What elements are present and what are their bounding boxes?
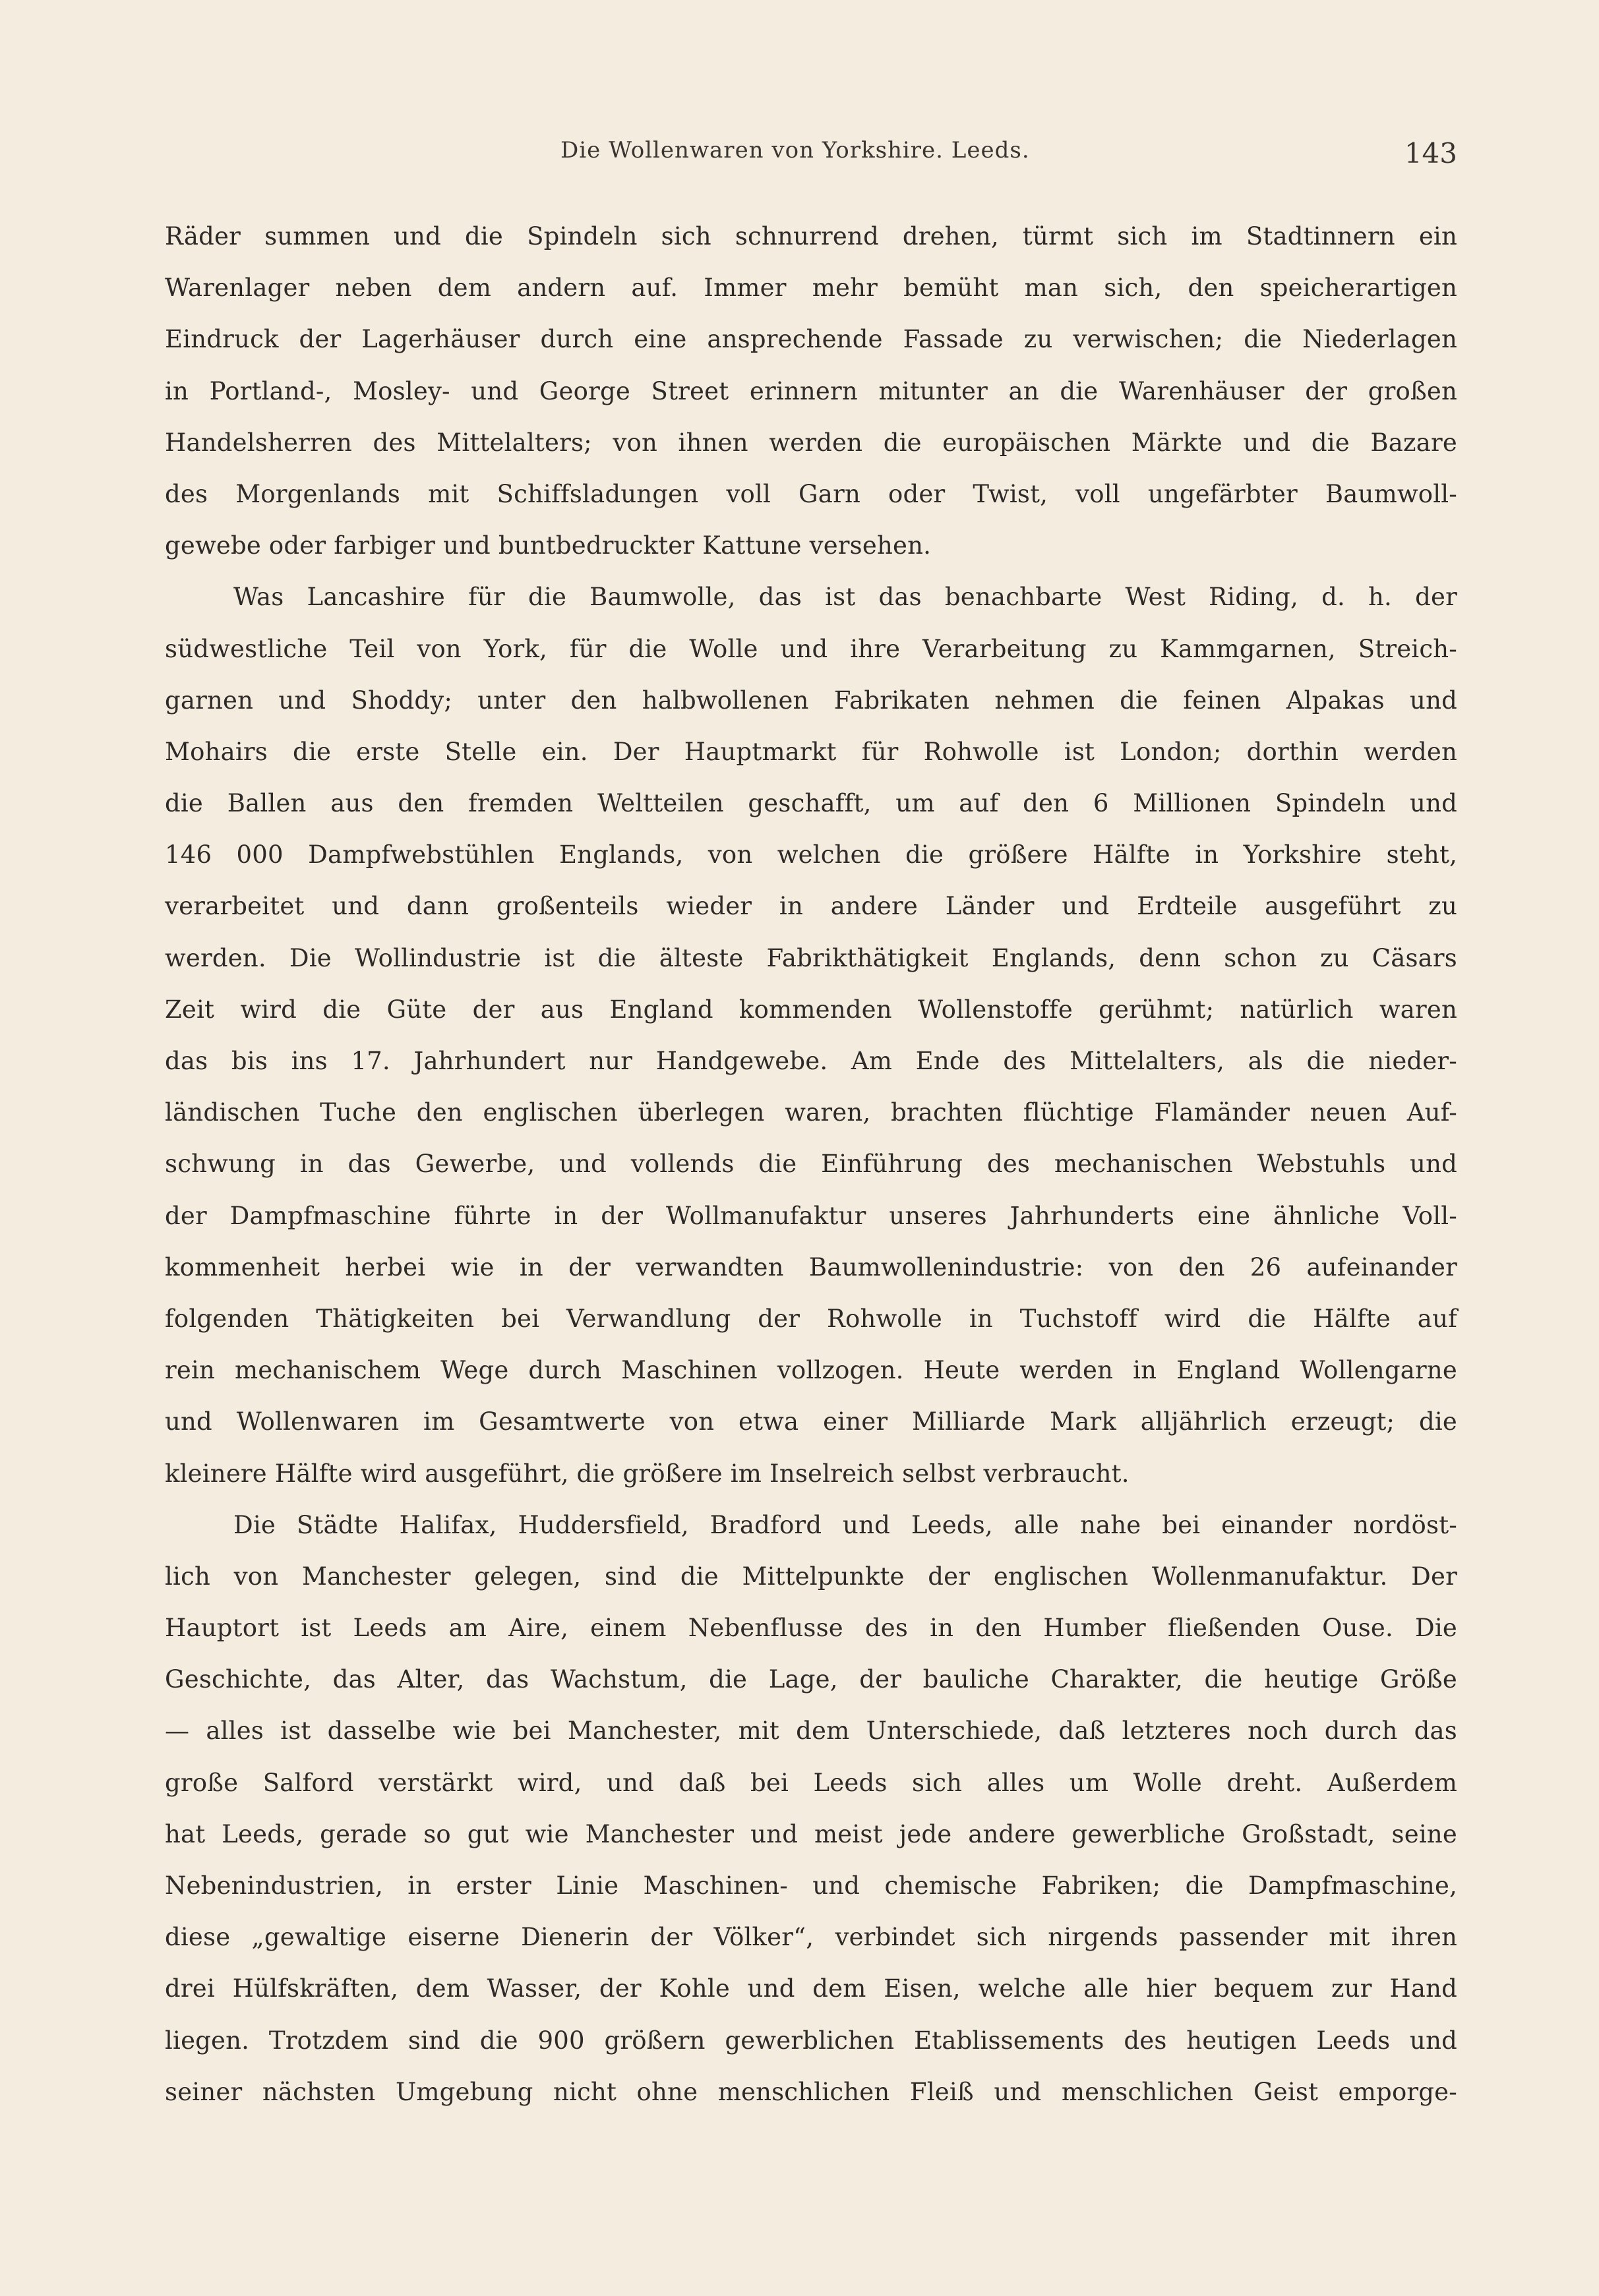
- text-line: das bis ins 17. Jahrhundert nur Handgewebe. Am Ende des Mittelalters, als die nieder-: [165, 1047, 1457, 1075]
- text-line: 146 000 Dampfwebstühlen Englands, von welchen die größere Hälfte in Yorkshire steht,: [165, 840, 1457, 869]
- text-line: Hauptort ist Leeds am Aire, einem Nebenflusse des in den Humber fließenden Ouse. Die: [165, 1614, 1457, 1643]
- paragraph-2: [165, 572, 1457, 1499]
- text-line: Räder summen und die Spindeln sich schnurrend drehen, türmt sich im Stadtinnern ein: [165, 222, 1457, 250]
- paragraph-3: [165, 1500, 1457, 2118]
- text-line: gewebe oder farbiger und buntbedruckter Kattune versehen.: [165, 531, 932, 560]
- text-line: liegen. Trotzdem sind die 900 größern gewerblichen Etablissements des heutigen Leeds und: [165, 2026, 1457, 2055]
- text-line: südwestliche Teil von York, für die Wolle und ihre Verarbeitung zu Kammgarnen, Streich-: [165, 634, 1457, 663]
- text-line: diese „gewaltige eiserne Dienerin der Völker“, verbindet sich nirgends passender mit ihren: [165, 1923, 1457, 1952]
- text-line: garnen und Shoddy; unter den halbwollenen Fabrikaten nehmen die feinen Alpakas und: [165, 686, 1457, 715]
- text-line: kleinere Hälfte wird ausgeführt, die größere im Inselreich selbst verbraucht.: [165, 1459, 1130, 1488]
- text-line: werden. Die Wollindustrie ist die älteste Fabrikthätigkeit Englands, denn schon zu Cäsars: [165, 943, 1457, 972]
- text-line: der Dampfmaschine führte in der Wollmanufaktur unseres Jahrhunderts eine ähnliche Voll-: [165, 1201, 1457, 1230]
- text-line: große Salford verstärkt wird, und daß bei Leeds sich alles um Wolle dreht. Außerdem: [165, 1768, 1457, 1797]
- paragraph-1: [165, 211, 1457, 572]
- text-line: seiner nächsten Umgebung nicht ohne menschlichen Fleiß und menschlichen Geist emporge-: [165, 2077, 1457, 2106]
- text-line: folgenden Thätigkeiten bei Verwandlung der Rohwolle in Tuchstoff wird die Hälfte auf: [165, 1304, 1457, 1333]
- text-line: Eindruck der Lagerhäuser durch eine ansprechende Fassade zu verwischen; die Niederlagen: [165, 325, 1457, 354]
- text-line: Geschichte, das Alter, das Wachstum, die Lage, der bauliche Charakter, die heutige Größe: [165, 1665, 1457, 1694]
- text-line: — alles ist dasselbe wie bei Manchester, mit dem Unterschiede, daß letzteres noch durch das: [165, 1717, 1457, 1746]
- text-line: ländischen Tuche den englischen überlegen waren, brachten flüchtige Flamänder neuen Auf-: [165, 1098, 1457, 1127]
- page-number: 143: [1404, 137, 1457, 169]
- text-line: rein mechanischem Wege durch Maschinen vollzogen. Heute werden in England Wollengarne: [165, 1356, 1457, 1385]
- text-line: schwung in das Gewerbe, und vollends die Einführung des mechanischen Webstuhls und: [165, 1150, 1457, 1179]
- text-line: Nebenindustrien, in erster Linie Maschinen- und chemische Fabriken; die Dampfmaschine,: [165, 1871, 1457, 1900]
- text-line: drei Hülfskräften, dem Wasser, der Kohle und dem Eisen, welche alle hier bequem zur Hand: [165, 1974, 1457, 2003]
- text-line: Die Städte Halifax, Huddersfield, Bradford und Leeds, alle nahe bei einander nordöst-: [233, 1510, 1457, 1539]
- text-line: Warenlager neben dem andern auf. Immer mehr bemüht man sich, den speicherartigen: [165, 274, 1457, 303]
- text-line: Was Lancashire für die Baumwolle, das ist das benachbarte West Riding, d. h. der: [233, 583, 1457, 612]
- running-title: Die Wollenwaren von Yorkshire. Leeds.: [560, 137, 1030, 163]
- text-line: in Portland-, Mosley- und George Street erinnern mitunter an die Warenhäuser der großen: [165, 376, 1457, 405]
- text-line: lich von Manchester gelegen, sind die Mittelpunkte der englischen Wollenmanufaktur. Der: [165, 1562, 1457, 1591]
- text-line: des Morgenlands mit Schiffsladungen voll Garn oder Twist, voll ungefärbter Baumwoll-: [165, 479, 1457, 508]
- body-text: [165, 211, 1457, 2118]
- running-header: [165, 137, 1457, 177]
- text-line: hat Leeds, gerade so gut wie Manchester und meist jede andere gewerbliche Großstadt, seine: [165, 1819, 1457, 1848]
- text-line: und Wollenwaren im Gesamtwerte von etwa einer Milliarde Mark alljährlich erzeugt; die: [165, 1407, 1457, 1436]
- text-line: Handelsherren des Mittelalters; von ihnen werden die europäischen Märkte und die Bazare: [165, 428, 1457, 457]
- text-line: Zeit wird die Güte der aus England kommenden Wollenstoffe gerühmt; natürlich waren: [165, 995, 1457, 1024]
- text-line: kommenheit herbei wie in der verwandten Baumwollenindustrie: von den 26 aufeinander: [165, 1252, 1457, 1281]
- text-line: die Ballen aus den fremden Weltteilen geschafft, um auf den 6 Millionen Spindeln und: [165, 789, 1457, 818]
- text-line: Mohairs die erste Stelle ein. Der Hauptmarkt für Rohwolle ist London; dorthin werden: [165, 737, 1457, 766]
- text-line: verarbeitet und dann großenteils wieder in andere Länder und Erdteile ausgeführt zu: [165, 892, 1457, 921]
